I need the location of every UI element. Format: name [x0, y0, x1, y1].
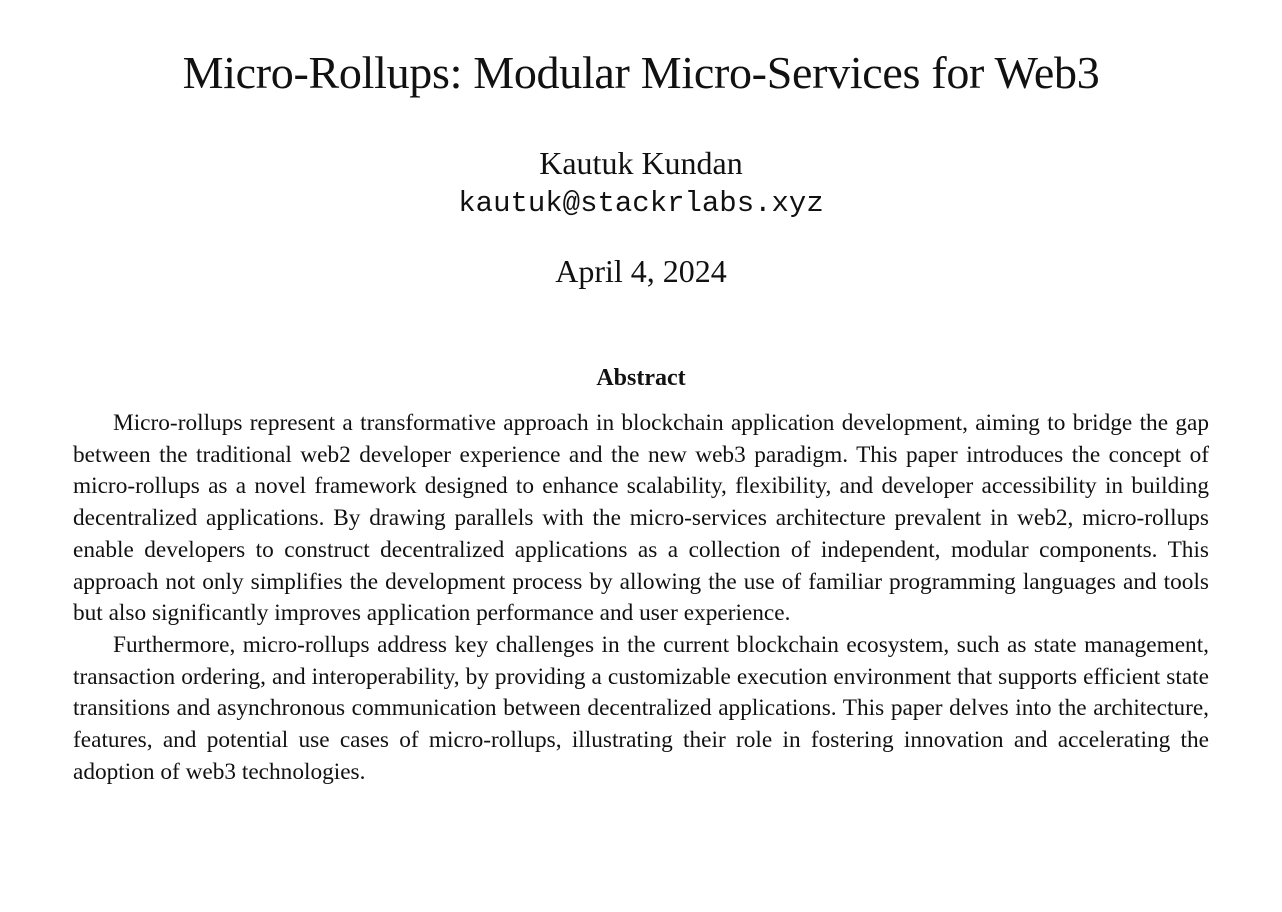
paper-title: Micro-Rollups: Modular Micro-Services for Web3: [182, 47, 1100, 98]
author-name: Kautuk Kundan: [539, 145, 743, 181]
abstract-heading: Abstract: [596, 365, 686, 391]
abstract-paragraph: Micro-rollups represent a transformative approach in blockchain application development, aiming to bridge the gap between the traditional web2 developer experience and the new web3 paradigm. This paper introduces the concept of micro-rollups as a novel framework designed to enhance scalability, flexibility, and developer accessibility in building decentralized applications. By drawing parallels with the micro-services architecture prevalent in web2, micro-rollups enable developers to construct decentralized applications as a collection of independent, modular components. This approach not only simplifies the development process by allowing the use of familiar programming languages and tools but also significantly improves application performance and user experience.: [73, 410, 1209, 627]
author-email: kautuk@stackrlabs.xyz: [458, 187, 824, 220]
abstract-paragraph: Furthermore, micro-rollups address key challenges in the current blockchain ecosystem, such as state management, transaction ordering, and interoperability, by providing a customizable execution environment that supports efficient state transitions and asynchronous communication between decentralized applications. This paper delves into the architecture, features, and potential use cases of micro-rollups, illustrating their role in fostering innovation and accelerating the adoption of web3 technologies.: [73, 631, 1209, 785]
paper-date: April 4, 2024: [555, 253, 727, 289]
abstract-body: [73, 408, 1209, 788]
